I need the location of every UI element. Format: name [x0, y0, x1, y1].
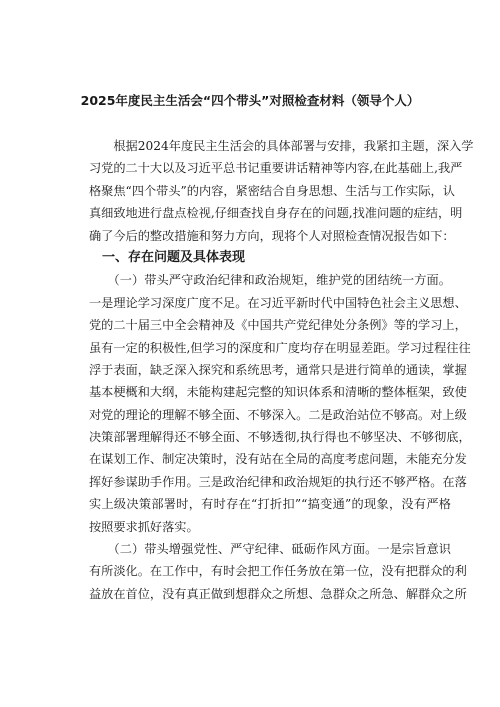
section1-paragraph-line: 挥好参谋助手作用。三是政治纪律和政治规矩的执行还不够严格。在落: [89, 474, 467, 489]
section1-paragraph-line: 按照要求抓好落实。: [89, 519, 199, 534]
section1-paragraph-line: 浮于表面，缺乏深入探究和系统思考，通常只是进行简单的通读，掌握: [89, 362, 467, 377]
document-title: 2025年度民主生活会“四个带头”对照检查材料（领导个人）: [80, 93, 420, 108]
section1-paragraph-line: 决策部署理解得还不够全面、不够透彻,执行得也不够坚决、不够彻底，: [89, 430, 471, 445]
section1-paragraph-line: 一是理论学习深度广度不足。在习近平新时代中国特色社会主义思想、: [89, 295, 467, 310]
intro-paragraph-line: 根据2024年度民主生活会的具体部署与安排，我紧扣主题，深入学: [89, 139, 474, 153]
section1-paragraph-line: 虽有一定的积极性,但学习的深度和广度均存在明显差距。学习过程往往: [89, 340, 471, 355]
intro-paragraph-line: 确了今后的整改措施和努力方向，现将个人对照检查情况报告如下：: [89, 228, 455, 243]
document-body: [89, 135, 474, 605]
section2-paragraph-line: 益放在首位，没有真正做到想群众之所想、急群众之所急、解群众之所: [89, 586, 467, 601]
section1-paragraph-line: 实上级决策部署时，有时存在“打折扣”“搞变通”的现象，没有严格: [89, 497, 451, 512]
section1-paragraph-line: 基本梗概和大纲，未能构建起完整的知识体系和清晰的整体框架，致使: [89, 385, 467, 400]
intro-paragraph-line: 真细致地进行盘点检视,仔细查找自身存在的问题,找准问题的症结，明: [89, 206, 463, 221]
section2-paragraph-line: 有所淡化。在工作中，有时会把工作任务放在第一位，没有把群众的利: [89, 564, 467, 579]
section1-paragraph-line: 对党的理论的理解不够全面、不够深入。二是政治站位不够高。对上级: [89, 407, 467, 422]
intro-paragraph-line: 格聚焦“四个带头”的内容，紧密结合自身思想、生活与工作实际，认: [89, 183, 455, 198]
section1-paragraph-line: 党的二十届三中全会精神及《中国共产党纪律处分条例》等的学习上，: [89, 318, 467, 333]
section2-paragraph-line: （二）带头增强党性、严守纪律、砥砺作风方面。一是宗旨意识: [89, 542, 451, 557]
section1-paragraph-line: 在谋划工作、制定决策时，没有站在全局的高度考虑问题，未能充分发: [89, 452, 467, 467]
section1-paragraph-line: （一）带头严守政治纪律和政治规矩，维护党的团结统一方面。: [89, 273, 451, 288]
section-heading: 一、存在问题及具体表现: [89, 249, 246, 265]
intro-paragraph-line: 习党的二十大以及习近平总书记重要讲话精神等内容,在此基础上,我严: [89, 161, 463, 176]
